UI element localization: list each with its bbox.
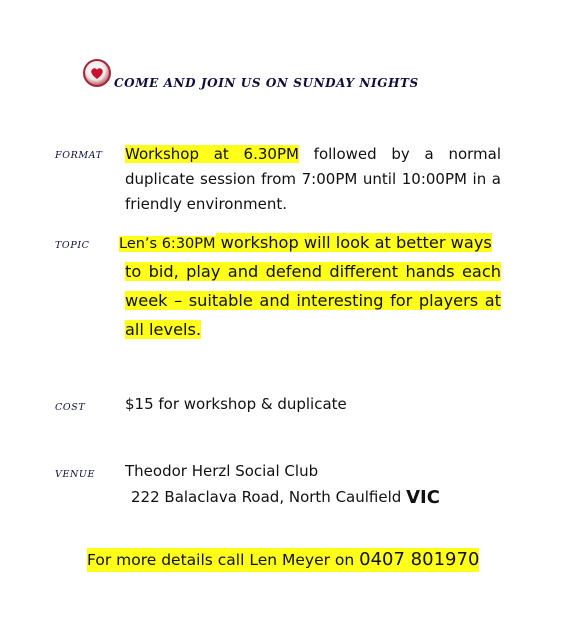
- topic-rest: to bid, play and defend different hands each week – suitable and interesting for players at all levels.: [125, 262, 501, 339]
- venue-state: VIC: [406, 487, 440, 508]
- cost-label: COST: [55, 402, 86, 413]
- contact-text: [87, 548, 479, 572]
- topic-line1: [119, 228, 501, 259]
- contact-line: [87, 549, 479, 570]
- venue-label: VENUE: [55, 469, 96, 480]
- heart-badge-icon: [82, 58, 112, 88]
- topic-time: Len’s 6:30PM: [119, 236, 216, 252]
- venue-address: 222 Balaclava Road, North Caulfield: [131, 488, 402, 506]
- page-heading: COME AND JOIN US ON SUNDAY NIGHTS: [114, 76, 419, 90]
- format-label: FORMAT: [55, 150, 103, 161]
- venue-address-line: [131, 485, 440, 510]
- format-rest: followed by a normal duplicate session from 7:00PM until 10:00PM in a friendly environment.: [125, 145, 502, 213]
- topic-text: [125, 257, 501, 344]
- topic-line1-text: workshop will look at better ways: [215, 233, 492, 252]
- contact-phone: 0407 801970: [359, 549, 480, 570]
- format-text: [125, 142, 501, 217]
- venue-name: Theodor Herzl Social Club: [125, 462, 319, 480]
- cost-text: $15 for workshop & duplicate: [125, 395, 347, 413]
- contact-label: For more details call Len Meyer on: [87, 551, 360, 569]
- format-highlight: Workshop at 6.30PM: [125, 145, 299, 163]
- topic-label: TOPIC: [55, 240, 90, 251]
